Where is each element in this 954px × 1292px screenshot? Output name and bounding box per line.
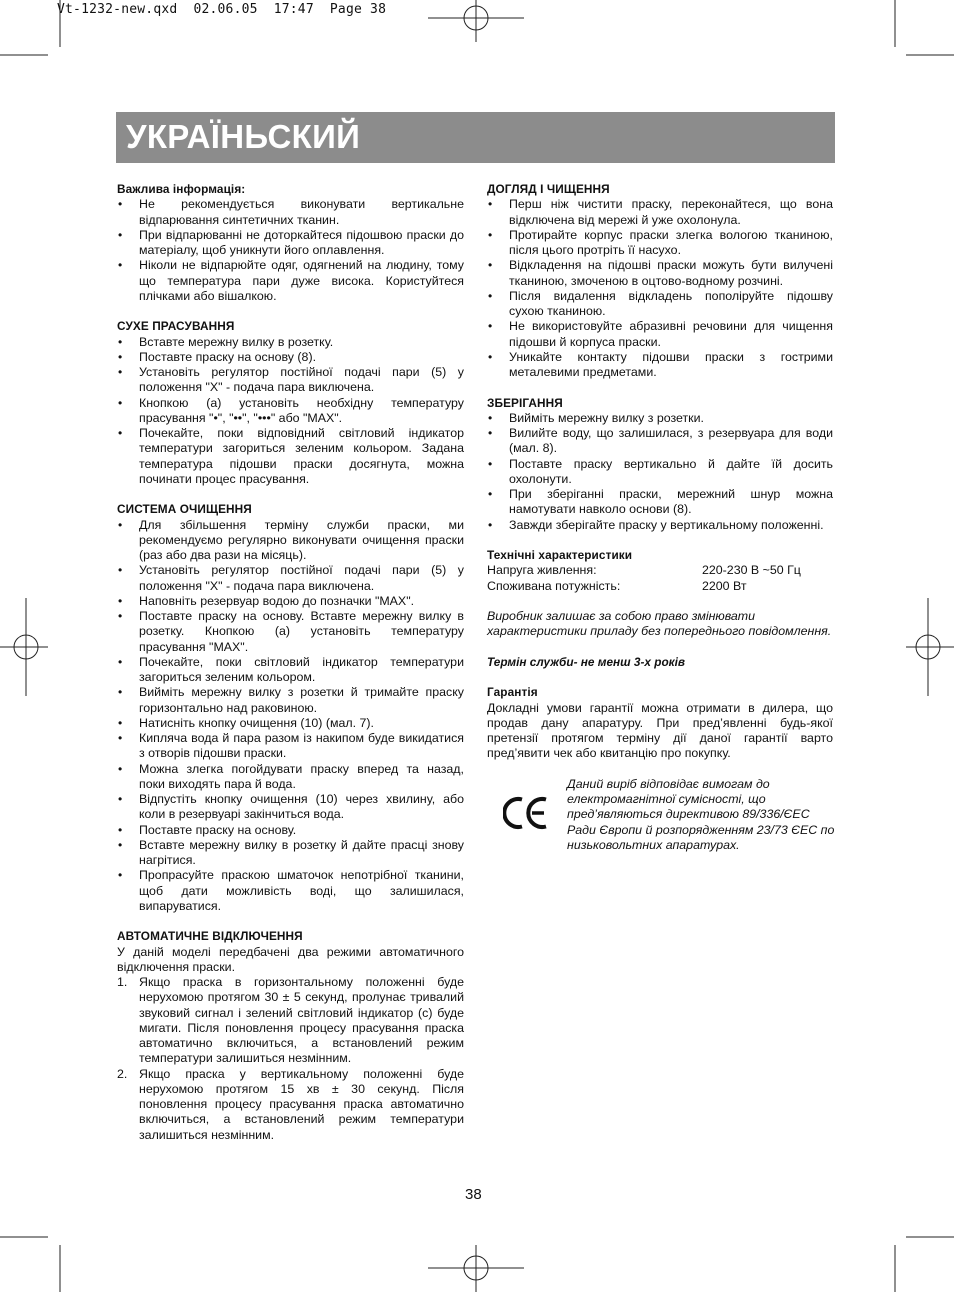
- bullet-icon: •: [118, 822, 123, 837]
- auto-off-intro: У даній моделі передбачені два режими автоматичного відключення праски.: [117, 944, 464, 974]
- list-item: • Почекайте, поки світловий індикатор температури загориться зеленим кольором.: [118, 654, 464, 684]
- list-item: • Почекайте, поки відповідний світловий індикатор температури загориться зеленим кольором. Задана температура підошви праски досягнута, можна починати процес прасування.: [118, 426, 464, 486]
- list-item: • Після видалення відкладень пополіруйте підошву сухою тканиною.: [488, 288, 833, 318]
- bullet-icon: •: [118, 349, 123, 364]
- right-column: [487, 182, 833, 857]
- specs-heading: Технічні характеристики: [487, 548, 633, 562]
- spec-label: Напруга живлення:: [487, 563, 597, 578]
- spec-row-power: [487, 579, 833, 594]
- bullet-icon: •: [488, 456, 493, 471]
- manufacturer-notice: Виробник залишає за собою право змінювати характеристики приладу без попереднього повідомлення.: [487, 609, 832, 639]
- bullet-icon: •: [118, 334, 123, 349]
- spec-label: Споживана потужність:: [487, 578, 621, 593]
- warranty-heading: Гарантія: [487, 685, 538, 700]
- bullet-icon: •: [118, 609, 123, 623]
- list-item: • Відпустіть кнопку очищення (10) через хвилину, або коли в резервуарі закінчиться вода.: [118, 792, 464, 822]
- cleaning-system-list: [117, 518, 464, 915]
- ce-mark-icon: [503, 795, 549, 831]
- bullet-icon: •: [118, 761, 123, 776]
- bullet-icon: •: [118, 258, 123, 273]
- bullet-icon: •: [118, 426, 123, 440]
- page-number: 38: [465, 1186, 482, 1203]
- print-header: Vt-1232-new.qxd 02.06.05 17:47 Page 38: [57, 2, 387, 17]
- storage-heading: ЗБЕРІГАННЯ: [487, 395, 563, 410]
- list-item: • Відкладення на підошві праски можуть бути вилучені тканиною, змоченою в оцтово-водному розчині.: [488, 258, 833, 288]
- service-life: Термін служби- не менш 3-х років: [487, 654, 686, 669]
- list-item: • Поставте праску на основу.: [118, 822, 297, 837]
- list-item: • Протирайте корпус праски злегка вологою тканиною, після цього протріть її насухо.: [488, 227, 833, 257]
- list-item: • Наповніть резервуар водою до позначки "MAX".: [118, 593, 415, 608]
- cleaning-system-heading: СИСТЕМА ОЧИЩЕННЯ: [117, 502, 252, 517]
- bullet-icon: •: [118, 563, 123, 578]
- cleaning-system-section: [117, 502, 464, 914]
- bullet-icon: •: [118, 593, 123, 608]
- dry-ironing-list: [117, 335, 464, 488]
- care-heading: ДОГЛЯД І ЧИЩЕННЯ: [487, 182, 610, 196]
- warranty-text: Докладні умови гарантії можна отримати в дилера, що продав дану апаратуру. При пред’явленні будь-якої претензії протягом терміну дії даної гарантії варто пред’явити чек або квитанцію про покупку.: [487, 700, 833, 761]
- ce-compliance: [487, 777, 833, 857]
- bullet-icon: •: [488, 227, 493, 242]
- auto-off-heading: АВТОМАТИЧНЕ ВІДКЛЮЧЕННЯ: [117, 929, 303, 944]
- list-item: • Поставте праску на основу. Вставте мережну вилку в розетку. Кнопкою (а) установіть температуру прасування "MAX".: [118, 609, 464, 654]
- specs-section: [487, 548, 833, 594]
- bullet-icon: •: [118, 395, 123, 410]
- bullet-icon: •: [488, 517, 493, 532]
- list-item: • Кипляча вода й пара разом із накипом буде викидатися з отворів підошви праски.: [118, 731, 464, 761]
- bullet-icon: •: [118, 227, 123, 242]
- list-item: • Натисніть кнопку очищення (10) (мал. 7).: [118, 715, 374, 730]
- list-item: 1. Якщо праска в горизонтальному положенні буде нерухомою протягом 30 ± 5 секунд, пролунає тривалий звуковий сигнал і зелений світловий індикатор (с) буде мигати. Після поновлення процесу прасування праска автоматично включиться, а встановлений режим температури залишиться незмінним.: [117, 975, 464, 1066]
- list-item: • Не рекомендується виконувати вертикальне відпарювання синтетичних тканин.: [118, 197, 464, 227]
- list-item: • Пропрасуйте праскою шматочок непотрібної тканини, щоб дати можливість воді, що залишилася, випаруватися.: [118, 868, 464, 913]
- bullet-icon: •: [118, 715, 123, 730]
- list-item: • Вставте мережну вилку в розетку й дайте прасці знову нагрітися.: [118, 837, 464, 867]
- bullet-icon: •: [118, 197, 123, 212]
- bullet-icon: •: [488, 410, 493, 425]
- important-info-section: [117, 182, 464, 304]
- bullet-icon: •: [488, 349, 493, 364]
- list-item: • Кнопкою (а) установіть необхідну температуру прасування "•", "••", "•••" або "MAX".: [118, 395, 464, 425]
- list-item: 2. Якщо праска у вертикальному положенні буде нерухомою протягом 15 хв ± 30 секунд. Після поновлення процесу прасування праска автоматично включиться, а встановлений режим температури залишиться незмінним.: [117, 1066, 464, 1142]
- ce-statement: Даний виріб відповідає вимогам до електромагнітної сумісності, що пред’являються директивою 89/336/ЄЕС Ради Європи й розпорядженням 23/73 ЄЕС по низьковольтних апаратурах.: [567, 776, 835, 852]
- spec-row-voltage: [487, 563, 833, 578]
- bullet-icon: •: [118, 868, 123, 883]
- list-item: • Вийміть мережну вилку з розетки й тримайте праску горизонтально над раковиною.: [118, 685, 464, 715]
- bullet-icon: •: [118, 792, 123, 806]
- bullet-icon: •: [118, 517, 123, 532]
- bullet-icon: •: [488, 197, 493, 212]
- list-item: • Перш ніж чистити праску, переконайтеся, що вона відключена від мережі й уже охолонула.: [488, 197, 833, 227]
- list-item: • Вийміть мережну вилку з розетки.: [488, 410, 704, 425]
- list-item: • Для збільшення терміну служби праски, ми рекомендуємо регулярно виконувати очищення праски (раз або два рази на місяць).: [118, 517, 464, 562]
- important-list: [117, 197, 464, 304]
- bullet-icon: •: [488, 319, 493, 334]
- list-item: • Завжди зберігайте праску у вертикальному положенні.: [488, 517, 824, 532]
- list-item: • Установіть регулятор постійної подачі пари (5) у положення "X" - подача пара виключена.: [118, 365, 464, 395]
- care-list: [487, 197, 833, 380]
- auto-off-list: [117, 975, 464, 1143]
- list-item: • Ніколи не відпарюйте одяг, одягнений на людину, тому що температура пари дуже висока. Користуйтеся плічками або вішалкою.: [118, 258, 464, 303]
- bullet-icon: •: [488, 258, 493, 273]
- item-number: 1.: [117, 975, 128, 989]
- item-number: 2.: [117, 1066, 128, 1081]
- spec-value: 220-230 В ~50 Гц: [702, 563, 801, 578]
- bullet-icon: •: [118, 731, 123, 745]
- spec-value: 2200 Вт: [702, 578, 747, 593]
- list-item: • Можна злегка погойдувати праску вперед та назад, поки виходять пара й вода.: [118, 761, 464, 791]
- bullet-icon: •: [118, 837, 123, 852]
- left-column: [117, 182, 464, 1158]
- important-heading: Важлива інформація:: [117, 182, 246, 196]
- list-item: • Установіть регулятор постійної подачі пари (5) у положення "X" - подача пара виключена.: [118, 563, 464, 593]
- language-banner: [116, 112, 835, 163]
- care-section: [487, 182, 833, 380]
- auto-off-section: [117, 929, 464, 1143]
- bullet-icon: •: [118, 365, 123, 379]
- list-item: • Вилийте воду, що залишилася, з резервуара для води (мал. 8).: [488, 426, 833, 456]
- list-item: • Вставте мережну вилку в розетку.: [118, 334, 334, 349]
- banner-title: УКРАЇНЬСКИЙ: [126, 118, 361, 155]
- bullet-icon: •: [488, 426, 493, 440]
- dry-ironing-heading: СУХЕ ПРАСУВАННЯ: [117, 319, 235, 334]
- bullet-icon: •: [118, 654, 123, 669]
- list-item: • Поставте праску на основу (8).: [118, 349, 317, 364]
- bullet-icon: •: [488, 288, 493, 303]
- bullet-icon: •: [488, 487, 493, 501]
- storage-list: [487, 411, 833, 533]
- list-item: • При зберіганні праски, мережний шнур можна намотувати навколо основи (8).: [488, 487, 833, 517]
- warranty-section: [487, 685, 833, 761]
- list-item: • При відпарюванні не доторкайтеся підошвою праски до матеріалу, щоб уникнути його оплавлення.: [118, 227, 464, 257]
- list-item: • Не використовуйте абразивні речовини для чищення підошви й корпуса праски.: [488, 319, 833, 349]
- storage-section: [487, 396, 833, 533]
- bullet-icon: •: [118, 685, 123, 700]
- list-item: • Поставте праску вертикально й дайте їй досить охолонути.: [488, 456, 833, 486]
- dry-ironing-section: [117, 319, 464, 487]
- list-item: • Уникайте контакту підошви праски з гострими металевими предметами.: [488, 349, 833, 379]
